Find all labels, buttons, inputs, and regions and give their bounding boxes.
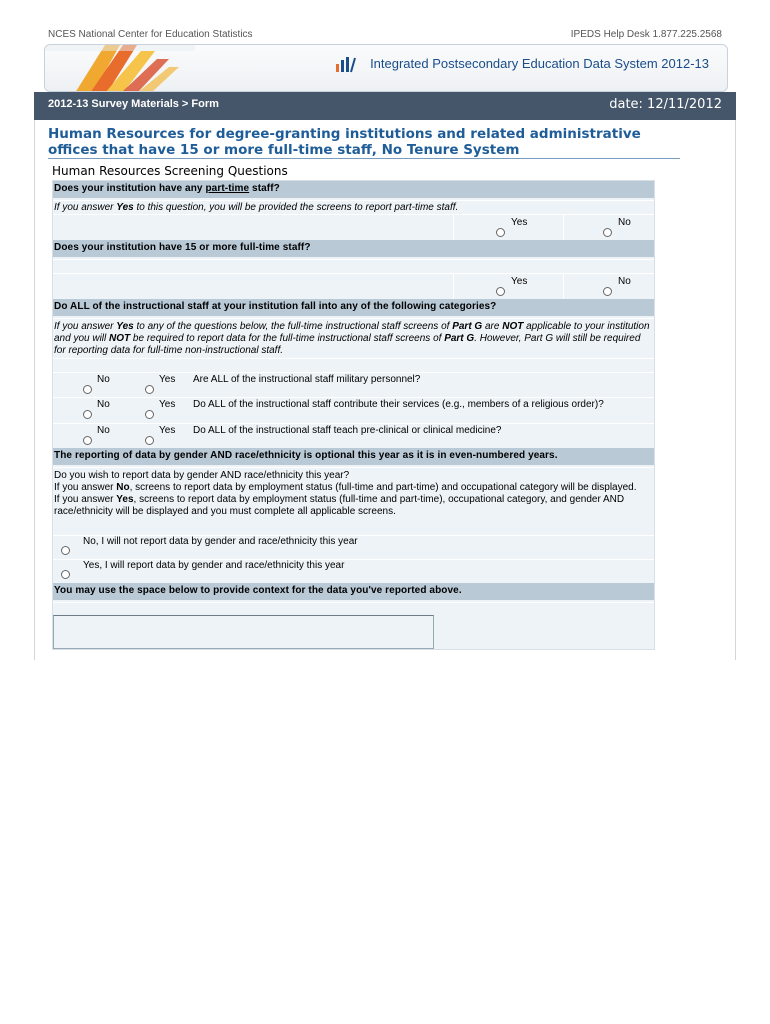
q3-note-d: Part G — [452, 321, 483, 332]
top-bar — [48, 26, 722, 44]
q3-item-row — [53, 397, 654, 423]
q3-note-i: be required to report data for the full-time instructional staff screens of — [130, 333, 445, 344]
q4-yes-radio[interactable] — [61, 570, 70, 579]
q1-note-post: to this question, you will be provided the screens to report part-time staff. — [133, 202, 459, 213]
q1-yes-radio[interactable] — [496, 228, 505, 237]
q1-text-post: staff? — [249, 183, 280, 194]
q3-item3-no-label: No — [97, 425, 110, 436]
cell-divider — [563, 215, 564, 241]
q3-note-e: are — [482, 321, 503, 332]
q3-item3-text: Do ALL of the instructional staff teach pre-clinical or clinical medicine? — [193, 425, 502, 436]
q3-item3-no-radio[interactable] — [83, 436, 92, 445]
q4-line3-c: , screens to report data by employment status (full-time and part-time), occupational category, and gender AND race/ethnicity will be displayed and you must complete all applicable screens. — [54, 494, 625, 517]
helpdesk-label: IPEDS Help Desk 1.877.225.2568 — [570, 29, 722, 40]
q3-note-c: to any of the questions below, the full-time instructional staff screens of — [133, 321, 453, 332]
q4-line2-c: , screens to report data by employment status (full-time and part-time) and occupational category will be displayed. — [129, 482, 637, 493]
q1-no-label: No — [618, 217, 631, 228]
q1-yes-label: Yes — [511, 217, 528, 228]
q3-note-j: Part G — [444, 333, 475, 344]
cell-divider — [563, 274, 564, 300]
date-label: date: 12/11/2012 — [609, 97, 722, 112]
q3-item1-no-radio[interactable] — [83, 385, 92, 394]
q2-yes-radio[interactable] — [496, 287, 505, 296]
screening-form — [52, 180, 655, 650]
q4-option-no — [53, 535, 654, 559]
q1-no-radio[interactable] — [603, 228, 612, 237]
q3-item2-no-radio[interactable] — [83, 410, 92, 419]
q3-item2-text: Do ALL of the instructional staff contribute their services (e.g., members of a religious order)? — [193, 399, 604, 410]
q3-item-row — [53, 372, 654, 397]
breadcrumb[interactable]: 2012-13 Survey Materials > Form — [48, 98, 219, 110]
q1-note-pre: If you answer — [54, 202, 117, 213]
q4-line2-b: No — [116, 482, 130, 493]
q2-no-label: No — [618, 276, 631, 287]
q4-instructions — [53, 467, 654, 535]
q3-item2-no-label: No — [97, 399, 110, 410]
nces-org-label: NCES National Center for Education Statistics — [48, 29, 253, 40]
q3-item1-no-label: No — [97, 374, 110, 385]
q1-options — [53, 214, 654, 240]
q3-note-f: NOT — [502, 321, 524, 332]
q3-note-k: . However, Part G will still be required for reporting data for full-time non-instructional staff. — [54, 333, 641, 356]
q4-yes-label: Yes, I will report data by gender and race/ethnicity this year — [83, 560, 345, 571]
q3-note-a: If you answer — [54, 321, 117, 332]
q3-spacer — [53, 358, 654, 372]
q3-item3-yes-radio[interactable] — [145, 436, 154, 445]
q3-item2-yes-label: Yes — [159, 399, 176, 410]
left-border — [34, 120, 35, 660]
q3-heading: Do ALL of the instructional staff at your institution fall into any of the following categories? — [53, 299, 654, 316]
q3-note-b: Yes — [116, 321, 134, 332]
cell-divider — [453, 274, 454, 300]
q4-line1: Do you wish to report data by gender AND race/ethnicity this year? — [54, 470, 350, 481]
q3-note-g: applicable to your institution and you will — [54, 321, 650, 344]
q3-item-row — [53, 423, 654, 448]
q4-no-radio[interactable] — [61, 546, 70, 555]
context-heading: You may use the space below to provide context for the data you've reported above. — [53, 583, 654, 600]
q4-line3 — [54, 494, 648, 518]
banner-logo-art — [45, 45, 195, 92]
q3-note — [53, 318, 654, 358]
q4-no-label: No, I will not report data by gender and race/ethnicity this year — [83, 536, 358, 547]
q4-line2 — [54, 482, 648, 494]
page-subtitle: Human Resources Screening Questions — [52, 164, 288, 178]
q4-line2-a: If you answer — [54, 482, 117, 493]
q4-option-yes — [53, 559, 654, 583]
ipeds-logo-icon — [335, 55, 357, 73]
page-title: Human Resources for degree-granting institutions and related administrative offices that have 15 or more full-time staff, No Tenure System — [48, 126, 680, 159]
q3-item1-yes-label: Yes — [159, 374, 176, 385]
q2-no-radio[interactable] — [603, 287, 612, 296]
q1-text-underlined: part-time — [205, 183, 250, 194]
q4-line3-b: Yes — [116, 494, 134, 505]
q4-heading: The reporting of data by gender AND race/ethnicity is optional this year as it is in even-numbered years. — [53, 448, 654, 465]
ipeds-banner — [44, 44, 728, 92]
context-spacer — [53, 602, 654, 615]
breadcrumb-bar — [34, 92, 736, 120]
q2-note-blank — [53, 259, 654, 273]
right-border — [735, 120, 736, 660]
q2-yes-label: Yes — [511, 276, 528, 287]
q2-options — [53, 273, 654, 299]
q1-heading — [53, 181, 654, 198]
q1-note-bold: Yes — [116, 202, 134, 213]
q3-item3-yes-label: Yes — [159, 425, 176, 436]
q1-note — [53, 200, 654, 214]
context-textarea[interactable] — [53, 615, 434, 649]
q3-item1-text: Are ALL of the instructional staff military personnel? — [193, 374, 421, 385]
q4-line3-a: If you answer — [54, 494, 117, 505]
system-title: Integrated Postsecondary Education Data System 2012-13 — [370, 56, 709, 71]
cell-divider — [453, 215, 454, 241]
q3-item1-yes-radio[interactable] — [145, 385, 154, 394]
q1-text-pre: Does your institution have any — [54, 183, 206, 194]
q2-heading: Does your institution have 15 or more full-time staff? — [53, 240, 654, 257]
q3-item2-yes-radio[interactable] — [145, 410, 154, 419]
q3-note-h: NOT — [109, 333, 131, 344]
